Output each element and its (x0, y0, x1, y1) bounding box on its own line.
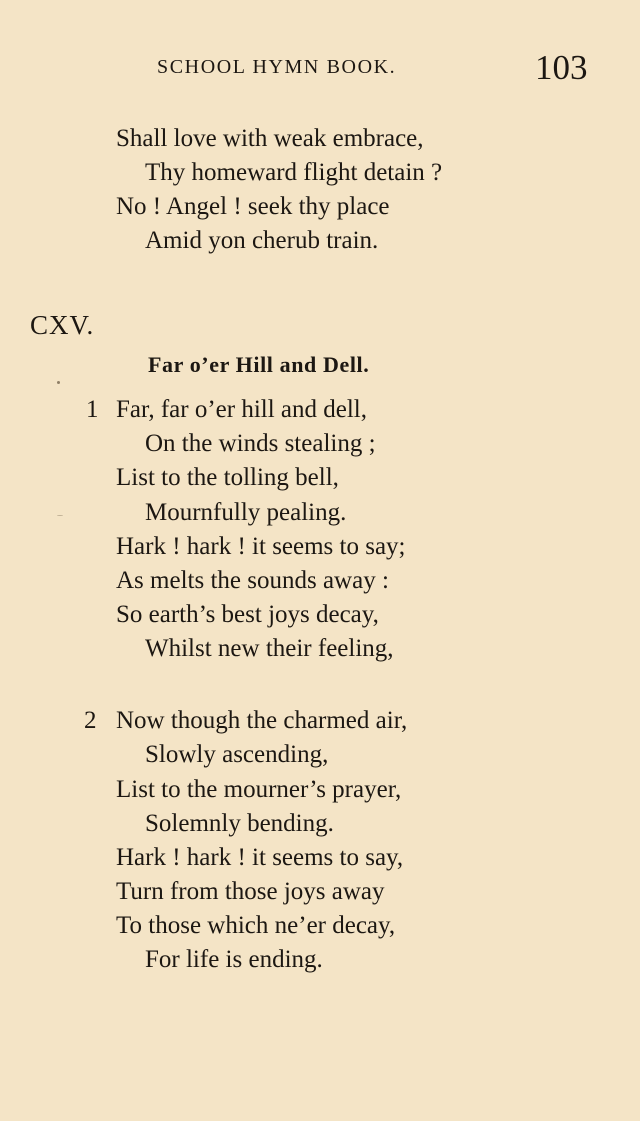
paper-speck (57, 381, 60, 384)
paper-speck (57, 515, 63, 516)
verse-line: So earth’s best joys decay, (116, 601, 379, 628)
verse-line: For life is ending. (145, 946, 323, 973)
verse-line: Slowly ascending, (145, 741, 329, 768)
verse-line: Turn from those joys away (116, 878, 385, 905)
verse-line: Far, far o’er hill and dell, (116, 396, 367, 423)
running-head: SCHOOL HYMN BOOK. (157, 56, 397, 78)
verse-number: 2 (84, 707, 97, 734)
verse-line: To those which ne’er decay, (116, 912, 396, 939)
verse-line: On the winds stealing ; (145, 430, 376, 457)
verse-line: Solemnly bending. (145, 810, 334, 837)
verse-line: Shall love with weak embrace, (116, 125, 424, 152)
hymn-number: CXV. (30, 310, 95, 340)
verse-line: No ! Angel ! seek thy place (116, 193, 390, 220)
page-number: 103 (535, 48, 588, 87)
verse-line: List to the tolling bell, (116, 464, 339, 491)
verse-number: 1 (86, 396, 99, 423)
hymn-title: Far o’er Hill and Dell. (148, 352, 370, 377)
verse-line: Thy homeward flight detain ? (145, 159, 443, 186)
verse-line: As melts the sounds away : (116, 567, 389, 594)
verse-line: Hark ! hark ! it seems to say; (116, 533, 406, 560)
verse-line: Now though the charmed air, (116, 707, 408, 734)
verse-line: Hark ! hark ! it seems to say, (116, 844, 404, 871)
verse-line: Mournfully pealing. (145, 499, 347, 526)
verse-line: Whilst new their feeling, (145, 635, 394, 662)
verse-line: Amid yon cherub train. (145, 227, 379, 254)
verse-line: List to the mourner’s prayer, (116, 776, 402, 803)
